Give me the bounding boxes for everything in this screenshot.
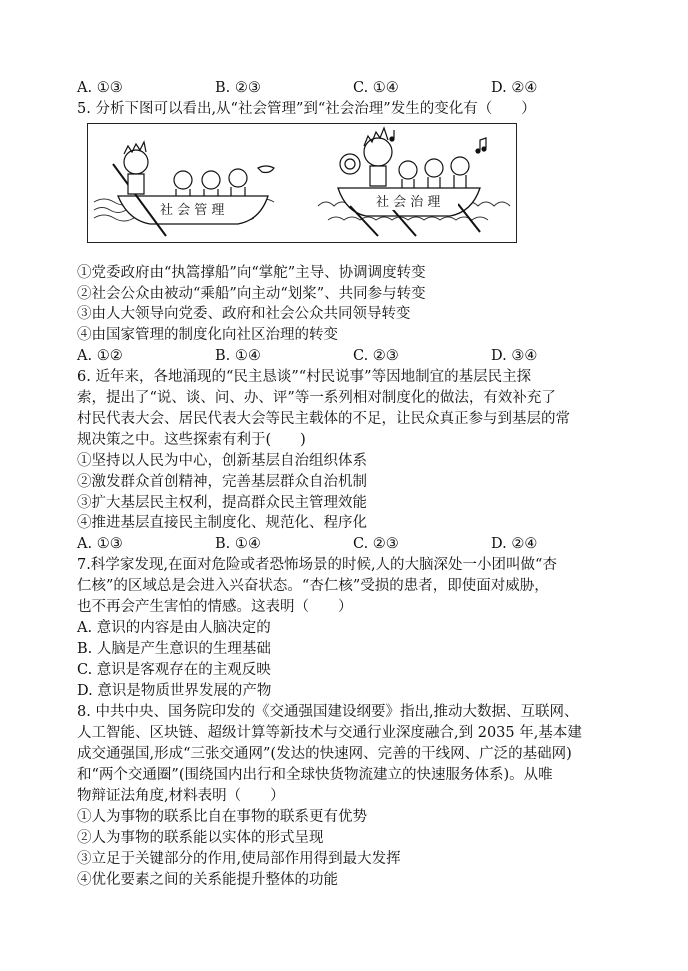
q6-stem-line-4: 规决策之中。这些探索有利于( ) — [77, 432, 306, 448]
right-boat-label: 社 会 治 理 — [376, 195, 441, 210]
q8-stem-line-5: 物辩证法角度,材料表明（ ） — [77, 788, 285, 804]
q5-statement-4: ④由国家管理的制度化向社区治理的转变 — [77, 327, 338, 343]
option-b: B. ②③ — [215, 80, 261, 96]
q8-statement-3: ③立足于关键部分的作用,使局部作用得到最大发挥 — [77, 851, 401, 867]
option-a: A. ①② — [77, 348, 123, 364]
q5-statement-3: ③由人大领导向党委、政府和社会公众共同领导转变 — [77, 306, 411, 322]
q7-option-c: C. 意识是客观存在的主观反映 — [77, 662, 271, 678]
option-b: B. ①④ — [215, 348, 261, 364]
q8-statement-2: ②人为事物的联系能以实体的形式呈现 — [77, 830, 324, 846]
q7-option-b: B. 人脑是产生意识的生理基础 — [77, 641, 271, 657]
q6-statement-3: ③扩大基层民主权利，提高群众民主管理效能 — [77, 495, 367, 511]
q6-stem-line-2: 索，提出了“说、谈、问、办、评”等一系列相对制度化的做法，有效补充了 — [77, 390, 556, 406]
q6-stem-line-1: 6. 近年来，各地涌现的“民主恳谈”“村民说事”等因地制宜的基层民主探 — [77, 369, 532, 385]
q6-stem-line-3: 村民代表大会、居民代表大会等民主载体的不足，让民众真正参与到基层的常 — [77, 411, 570, 427]
boat-cartoon-illustration — [88, 124, 516, 242]
q5-statement-2: ②社会公众由被动“乘船”向主动“划桨”、共同参与转变 — [77, 286, 426, 302]
q7-stem-line-3: 也不再会产生害怕的情感。这表明（ ） — [77, 599, 353, 615]
q7-option-a: A. 意识的内容是由人脑决定的 — [77, 620, 271, 636]
q8-stem-line-3: 成交通强国,形成“三张交通网”(发达的快速网、完善的干线网、广泛的基础网) — [77, 746, 572, 762]
option-c: C. ②③ — [353, 536, 399, 552]
q6-statement-2: ②激发群众首创精神，完善基层群众自治机制 — [77, 474, 367, 490]
q5-cartoon-figure — [87, 123, 517, 243]
q8-statement-4: ④优化要素之间的关系能提升整体的功能 — [77, 872, 338, 888]
left-boat-people-icon — [124, 142, 274, 196]
option-d: D. ③④ — [491, 348, 538, 364]
q7-stem-line-2: 仁核”的区域总是会进入兴奋状态。“杏仁核”受损的患者，即使面对威胁， — [77, 578, 549, 594]
option-c: C. ①④ — [353, 80, 399, 96]
q5-stem: 5. 分析下图可以看出,从“社会管理”到“社会治理”发生的变化有（ ） — [77, 101, 536, 117]
left-boat-label: 社 会 管 理 — [160, 203, 225, 218]
option-d: D. ②④ — [491, 80, 538, 96]
q6-statement-1: ①坚持以人民为中心，创新基层自治组织体系 — [77, 453, 367, 469]
q7-stem-line-1: 7.科学家发现,在面对危险或者恐怖场景的时候,人的大脑深处一小团叫做“杏 — [77, 557, 557, 573]
q7-option-d: D. 意识是物质世界发展的产物 — [77, 683, 272, 699]
option-c: C. ②③ — [353, 348, 399, 364]
option-a: A. ①③ — [77, 80, 123, 96]
q8-stem-line-4: 和“两个交通圈”(围绕国内出行和全球快货物流建立的快速服务体系)。从唯 — [77, 767, 553, 783]
option-b: B. ①④ — [215, 536, 261, 552]
q6-statement-4: ④推进基层直接民主制度化、规范化、程序化 — [77, 515, 367, 531]
q8-stem-line-1: 8. 中共中央、国务院印发的《交通强国建设纲要》指出,推动大数据、互联网、 — [77, 704, 579, 720]
q5-statement-1: ①党委政府由“执篙撑船”向“掌舵”主导、协调调度转变 — [77, 265, 426, 281]
option-a: A. ①③ — [77, 536, 123, 552]
option-d: D. ②④ — [491, 536, 538, 552]
right-boat-people-icon — [340, 128, 486, 188]
q8-stem-line-2: 人工智能、区块链、超级计算等新技术与交通行业深度融合,到 2035 年,基本建 — [77, 725, 582, 741]
q8-statement-1: ①人为事物的联系比自在事物的联系更有优势 — [77, 809, 367, 825]
